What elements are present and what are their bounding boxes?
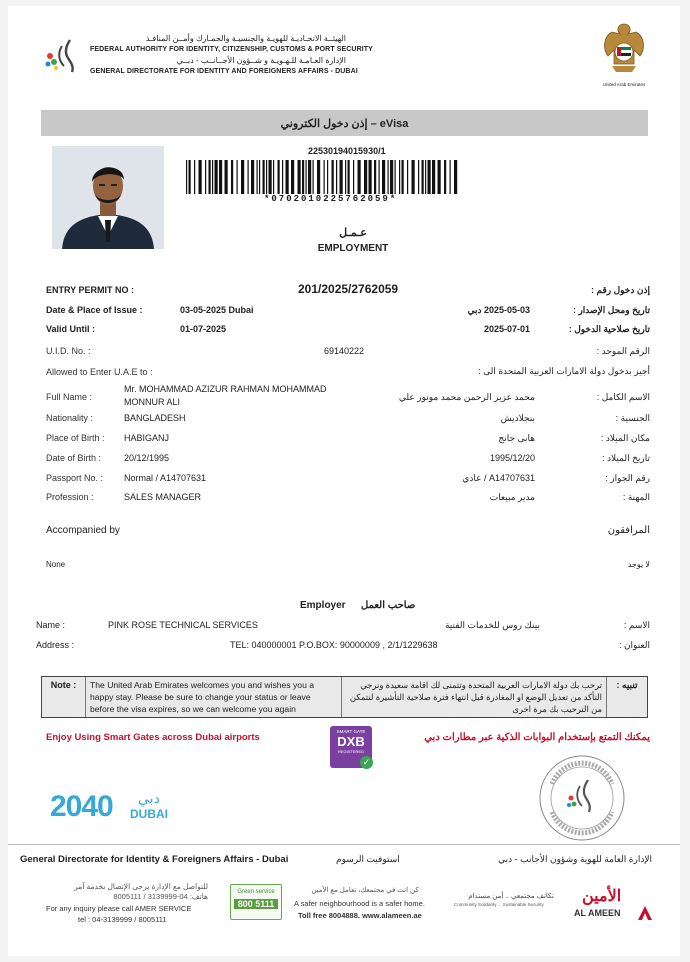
authority-name-ar: الهيئــة الاتحـاديـة للهويـة والجنسيـة والجمـارك وأمــن المنافـذ bbox=[145, 34, 346, 43]
evisa-title-bar bbox=[41, 110, 648, 136]
note-label-ar: تنبيه : bbox=[616, 680, 638, 690]
amer-en-line2: tel : 04-3139999 / 8005111 bbox=[78, 915, 167, 924]
employer-name-label-ar: الاسم : bbox=[623, 620, 650, 630]
valid-label: Valid Until : bbox=[46, 324, 96, 334]
entry-permit-value: 201/2025/2762059 bbox=[298, 282, 399, 296]
alameen-en-line1: A safer neighbourhood is a safer home. bbox=[294, 899, 425, 908]
green-service-top: Green service bbox=[237, 889, 275, 895]
uae-emblem bbox=[598, 20, 650, 82]
note-label: Note : bbox=[50, 680, 77, 690]
valid-value-ar: 2025-07-01 bbox=[483, 324, 530, 334]
birthplace-label: Place of Birth : bbox=[46, 433, 105, 443]
dubai-2040-city-ar: دبي bbox=[138, 790, 160, 806]
birthplace-value: HABIGANJ bbox=[124, 433, 170, 443]
evisa-document bbox=[8, 6, 680, 956]
dob-label-ar: تاريخ الميلاد : bbox=[602, 453, 650, 463]
valid-value: 01-07-2025 bbox=[180, 324, 227, 334]
note-text-ar: ترحب بك دولة الامارات العربية المتحدة وتتمنى لك اقامة سعيدة ونرجي التأكد من تعديل الوضع او المغادرة قبل انتهاء فترة صلاحية التأشيرة لنتمكن من الترحيب بك مرة اخرى bbox=[349, 680, 602, 714]
employer-address-value: TEL: 040000001 P.O.BOX: 90000009 , 2/1/1229638 bbox=[230, 640, 438, 650]
authority-logo bbox=[40, 36, 84, 76]
directorate-name-ar: الإدارة العـامـة للـهـويـة و شــؤون الأجــانــب - دبــي bbox=[176, 56, 346, 65]
profession-ar: مدير مبيعات bbox=[489, 492, 535, 502]
footer-right-ar: الإدارة العامة للهوية وشؤون الأجانب - دبي bbox=[498, 854, 652, 864]
full-name-line1: Mr. MOHAMMAD AZIZUR RAHMAN MOHAMMAD bbox=[124, 384, 327, 394]
footer-left: General Directorate for Identity & Foreigners Affairs - Dubai bbox=[20, 854, 289, 865]
dubai-2040-number: 2040 bbox=[50, 790, 113, 823]
full-name-label: Full Name : bbox=[46, 392, 93, 402]
alameen-ar: كن انت في مجتمعك، تعامل مع الأمين bbox=[311, 887, 419, 894]
amer-en-line1: For any inquiry please call AMER SERVICE bbox=[46, 904, 192, 913]
entry-permit-label-ar: إذن دخول رقم : bbox=[590, 285, 650, 295]
birthplace-ar: هابى جانج bbox=[498, 433, 535, 443]
passport-photo bbox=[52, 146, 164, 249]
passport-value: Normal / A14707631 bbox=[124, 473, 207, 483]
dubai-2040-city-en: DUBAI bbox=[130, 807, 168, 821]
green-service-badge bbox=[230, 884, 282, 920]
nationality-ar: بنجلاديش bbox=[500, 413, 535, 423]
passport-label: Passport No. : bbox=[46, 473, 104, 483]
nationality-value: BANGLADESH bbox=[124, 413, 186, 423]
employer-name-ar: بينك روس للخدمات الفنية bbox=[444, 620, 540, 630]
profession-value: SALES MANAGER bbox=[124, 492, 202, 502]
smart-gates-text-en: Enjoy Using Smart Gates across Dubai airports bbox=[46, 732, 260, 743]
accompanied-value: None bbox=[46, 560, 66, 569]
nationality-label: Nationality : bbox=[46, 413, 94, 423]
issue-label-ar: تاريخ ومحل الإصدار : bbox=[572, 305, 650, 315]
profession-label-ar: المهنة : bbox=[622, 492, 650, 502]
footer-divider bbox=[8, 844, 680, 845]
evisa-title: إذن دخول الكتروني – eVisa bbox=[280, 117, 409, 130]
amer-ar-line1: للتواصل مع الإدارة يرجى الإتصال بخدمة آمر bbox=[74, 882, 208, 891]
authority-name-en: FEDERAL AUTHORITY FOR IDENTITY, CITIZENSHIP, CUSTOMS & PORT SECURITY bbox=[90, 46, 373, 53]
birthplace-label-ar: مكان الميلاد : bbox=[600, 433, 650, 443]
allowed-label-ar: أجيز بدخول دولة الامارات العربية المتحدة الى : bbox=[478, 366, 650, 376]
issue-label: Date & Place of Issue : bbox=[46, 305, 143, 315]
issue-value: 03-05-2025 Dubai bbox=[180, 305, 254, 315]
passport-ar: A14707631 / عادي bbox=[462, 473, 535, 483]
green-service-number: 800 5111 bbox=[234, 899, 278, 909]
amer-ar-line2: هاتف: 04-3139999 / 8005111 bbox=[113, 892, 208, 901]
accompanied-label-ar: المرافقون bbox=[607, 525, 650, 536]
profession-label: Profession : bbox=[46, 492, 94, 502]
emblem-caption: United Arab Emirates bbox=[602, 82, 646, 87]
full-name-line2: MONNUR ALI bbox=[124, 397, 181, 407]
alameen-logo-en: AL AMEEN bbox=[574, 908, 621, 918]
employer-address-label-ar: العنوان : bbox=[618, 640, 650, 650]
note-text-ar-cell bbox=[342, 677, 607, 717]
accompanied-value-ar: لا يوجد bbox=[627, 560, 650, 569]
employer-heading-ar: صاحب العمل bbox=[361, 600, 416, 611]
note-label-ar-cell bbox=[607, 677, 647, 717]
full-name-ar: محمد عزيز الرحمن محمد مونور علي bbox=[398, 392, 535, 402]
barcode bbox=[184, 160, 464, 194]
footer-middle-ar: استوفيت الرسوم bbox=[336, 854, 400, 864]
uid-value: 69140222 bbox=[324, 346, 365, 356]
check-icon: ✓ bbox=[360, 756, 373, 769]
issue-value-ar: 2025-05-03 دبي bbox=[467, 305, 530, 315]
barcode-bottom-number: *0702010225762059* bbox=[264, 194, 398, 204]
allowed-label: Allowed to Enter U.A.E to : bbox=[46, 367, 153, 377]
smart-gate-badge-sub: REGISTERED bbox=[337, 749, 364, 754]
barcode-top-number: 22530194015930/1 bbox=[308, 146, 386, 156]
uid-label: U.I.D. No. : bbox=[46, 346, 91, 356]
directorate-name-en: GENERAL DIRECTORATE FOR IDENTITY AND FOREIGNERS AFFAIRS - DUBAI bbox=[90, 68, 358, 75]
note-text-en-cell bbox=[86, 677, 342, 717]
employer-heading: Employer bbox=[300, 600, 346, 611]
alameen-logo-ar: الأمين bbox=[582, 888, 622, 905]
alameen-emblem-icon bbox=[636, 904, 654, 922]
valid-label-ar: تاريخ صلاحية الدخول : bbox=[568, 324, 650, 334]
community-ar: تكاتف مجتمعي .. أمن مستدام bbox=[468, 893, 554, 900]
alameen-logo bbox=[574, 886, 656, 924]
full-name-label-ar: الاسم الكامل : bbox=[596, 392, 650, 402]
smart-gates-text-ar: يمكنك التمتع بإستخدام البوابات الذكية عبر مطارات دبي bbox=[424, 732, 650, 743]
official-stamp bbox=[538, 754, 626, 842]
category-ar: عـمـل bbox=[339, 227, 367, 239]
dob-ar: 1995/12/20 bbox=[489, 453, 535, 463]
smart-gate-badge-top: SMART GATE bbox=[336, 729, 366, 734]
entry-permit-label: ENTRY PERMIT NO : bbox=[46, 285, 135, 295]
dob-value: 20/12/1995 bbox=[124, 453, 170, 463]
community-en: Community Solidarity ... Sustainable Security bbox=[454, 902, 544, 907]
dob-label: Date of Birth : bbox=[46, 453, 102, 463]
note-text-en: The United Arab Emirates welcomes you and wishes you a happy stay. Please be sure to change your status or leave before the visa expires, so we can welcome you again bbox=[90, 680, 315, 714]
smart-gate-badge-main: DXB bbox=[337, 734, 365, 749]
note-box bbox=[41, 676, 648, 718]
passport-label-ar: رقم الجواز : bbox=[605, 473, 650, 483]
employer-name-label: Name : bbox=[36, 620, 66, 630]
alameen-en-line2: Toll free 8004888. www.alameen.ae bbox=[298, 911, 422, 920]
employer-name-value: PINK ROSE TECHNICAL SERVICES bbox=[108, 620, 258, 630]
employer-address-label: Address : bbox=[36, 640, 75, 650]
accompanied-label: Accompanied by bbox=[46, 525, 120, 536]
note-label-cell bbox=[42, 677, 86, 717]
uid-label-ar: الرقم الموحد : bbox=[596, 346, 650, 356]
nationality-label-ar: الجنسية : bbox=[615, 413, 650, 423]
category-en: EMPLOYMENT bbox=[317, 243, 389, 254]
